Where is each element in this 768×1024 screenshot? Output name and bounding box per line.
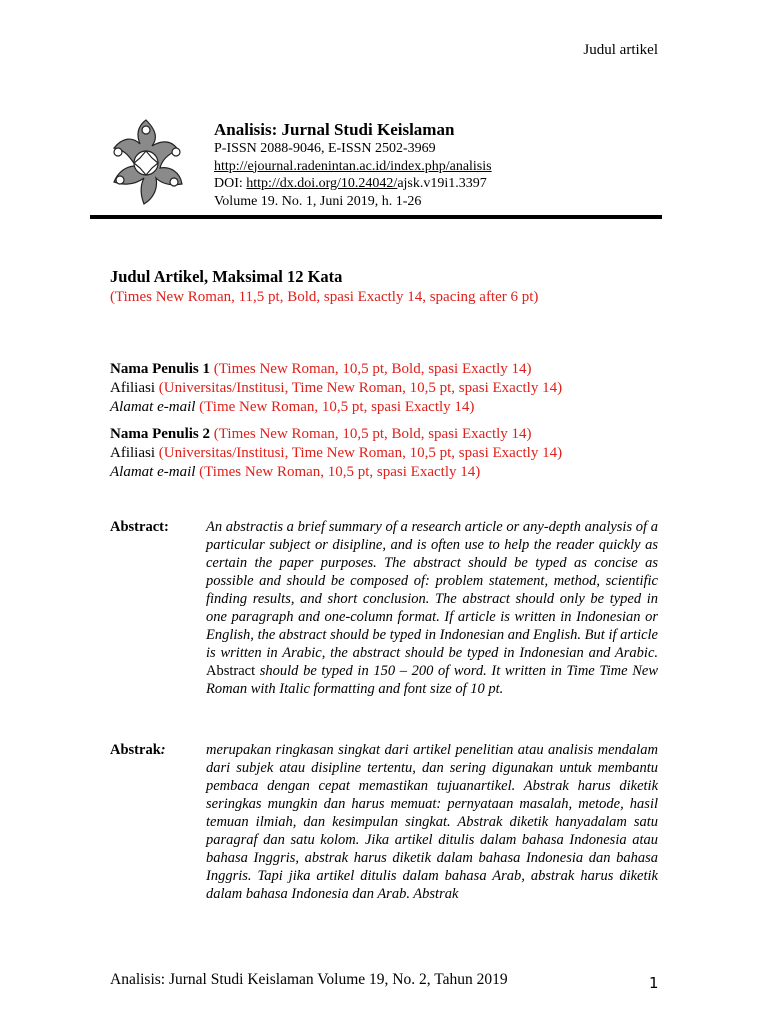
author-email-spec: (Time New Roman, 10,5 pt, spasi Exactly 14) (195, 399, 475, 415)
abstrak-label-text: Abstrak (110, 742, 161, 758)
author-entry-2 (110, 425, 670, 482)
journal-url-link[interactable]: http://ejournal.radenintan.ac.id/index.php/analisis (214, 158, 492, 174)
abstract-text-end: should be typed in 150 – 200 of word. It written in Time Time New Roman with Italic formatting and font size of 10 pt. (206, 663, 658, 697)
article-title: Judul Artikel, Maksimal 12 Kata (110, 267, 343, 286)
journal-title: Analisis: Jurnal Studi Keislaman (214, 120, 455, 139)
author-name: Nama Penulis 2 (110, 426, 211, 442)
author-name-spec: (Times New Roman, 10,5 pt, Bold, spasi Exactly 14) (210, 361, 532, 377)
abstrak-text: merupakan ringkasan singkat dari artikel penelitian atau analisis mendalam dari subjek atau disipline tertentu, dan sering digunakan untuk membantu pembaca dengan cepat memastikan tujuanartikel. Abstrak harus diketik seringkas mungkin dan harus memuat: pernyataan masalah, metode, hasil temuan ilmiah, dan kesimpulan singkat. Abstrak diketik hanyadalam satu paragraf dan satu kolom. Jika artikel ditulis dalam bahasa Indonesia atau bahasa Inggris, abstrak harus diketik dalam bahasa Indonesia dan bahasa Inggris. Tapi jika artikel ditulis dalam bahasa Arab, abstrak harus diketik dalam bahasa Indonesia dan Arab. Abstrak (206, 742, 658, 902)
author-email: Alamat e-mail (110, 464, 196, 480)
doi-suffix: ajsk.v19i1.3397 (397, 176, 487, 191)
author-affiliation: Afiliasi (110, 380, 155, 396)
islamic-star-logo-icon (96, 116, 196, 212)
abstrak-label-colon: : (160, 742, 166, 758)
author-affiliation-spec: (Universitas/Institusi, Time New Roman, 10,5 pt, spasi Exactly 14) (155, 445, 563, 461)
author-email-spec: (Times New Roman, 10,5 pt, spasi Exactly 14) (195, 464, 481, 480)
abstract-text-word: Abstract (206, 663, 256, 679)
page-number: 1 (649, 974, 659, 992)
journal-doi (214, 175, 492, 193)
author-affiliation-spec: (Universitas/Institusi, Time New Roman, 10,5 pt, spasi Exactly 14) (155, 380, 563, 396)
abstract-text-main: An abstractis a brief summary of a research article or any-depth analysis of a particular subject or disipline, and is often use to help the reader quickly as certain the paper purposes. The abstract should be typed as concise as possible and should be composed of: problem statement, method, scientific finding results, and short conclusion. The abstract should only be typed in one paragraph and one-column format. If article is written in Indonesian or English, the abstract should be typed in Indonesian and English. But if article is written in Arabic, the abstract should be typed in Indonesian and Arabic. (206, 519, 658, 661)
author-email: Alamat e-mail (110, 399, 196, 415)
author-affiliation: Afiliasi (110, 445, 155, 461)
article-title-block (110, 267, 670, 307)
journal-issn: P-ISSN 2088-9046, E-ISSN 2502-3969 (214, 141, 436, 156)
abstract-text (206, 518, 658, 698)
doi-label: DOI: (214, 176, 247, 191)
abstrak-label (110, 741, 200, 759)
article-title-spec: (Times New Roman, 11,5 pt, Bold, spasi Exactly 14, spacing after 6 pt) (110, 289, 539, 305)
abstract-label: Abstract: (110, 519, 169, 535)
author-entry-1 (110, 360, 670, 417)
journal-masthead (90, 112, 662, 220)
page-footer: Analisis: Jurnal Studi Keislaman Volume 19, No. 2, Tahun 2019 (110, 971, 508, 988)
journal-info (214, 120, 492, 210)
author-name: Nama Penulis 1 (110, 361, 211, 377)
running-head: Judul artikel (583, 42, 658, 58)
masthead-divider (90, 215, 662, 219)
doi-link[interactable]: http://dx.doi.org/10.24042/ (246, 176, 398, 191)
authors-block (110, 360, 670, 490)
author-name-spec: (Times New Roman, 10,5 pt, Bold, spasi Exactly 14) (210, 426, 532, 442)
journal-volume: Volume 19. No. 1, Juni 2019, h. 1-26 (214, 193, 422, 209)
